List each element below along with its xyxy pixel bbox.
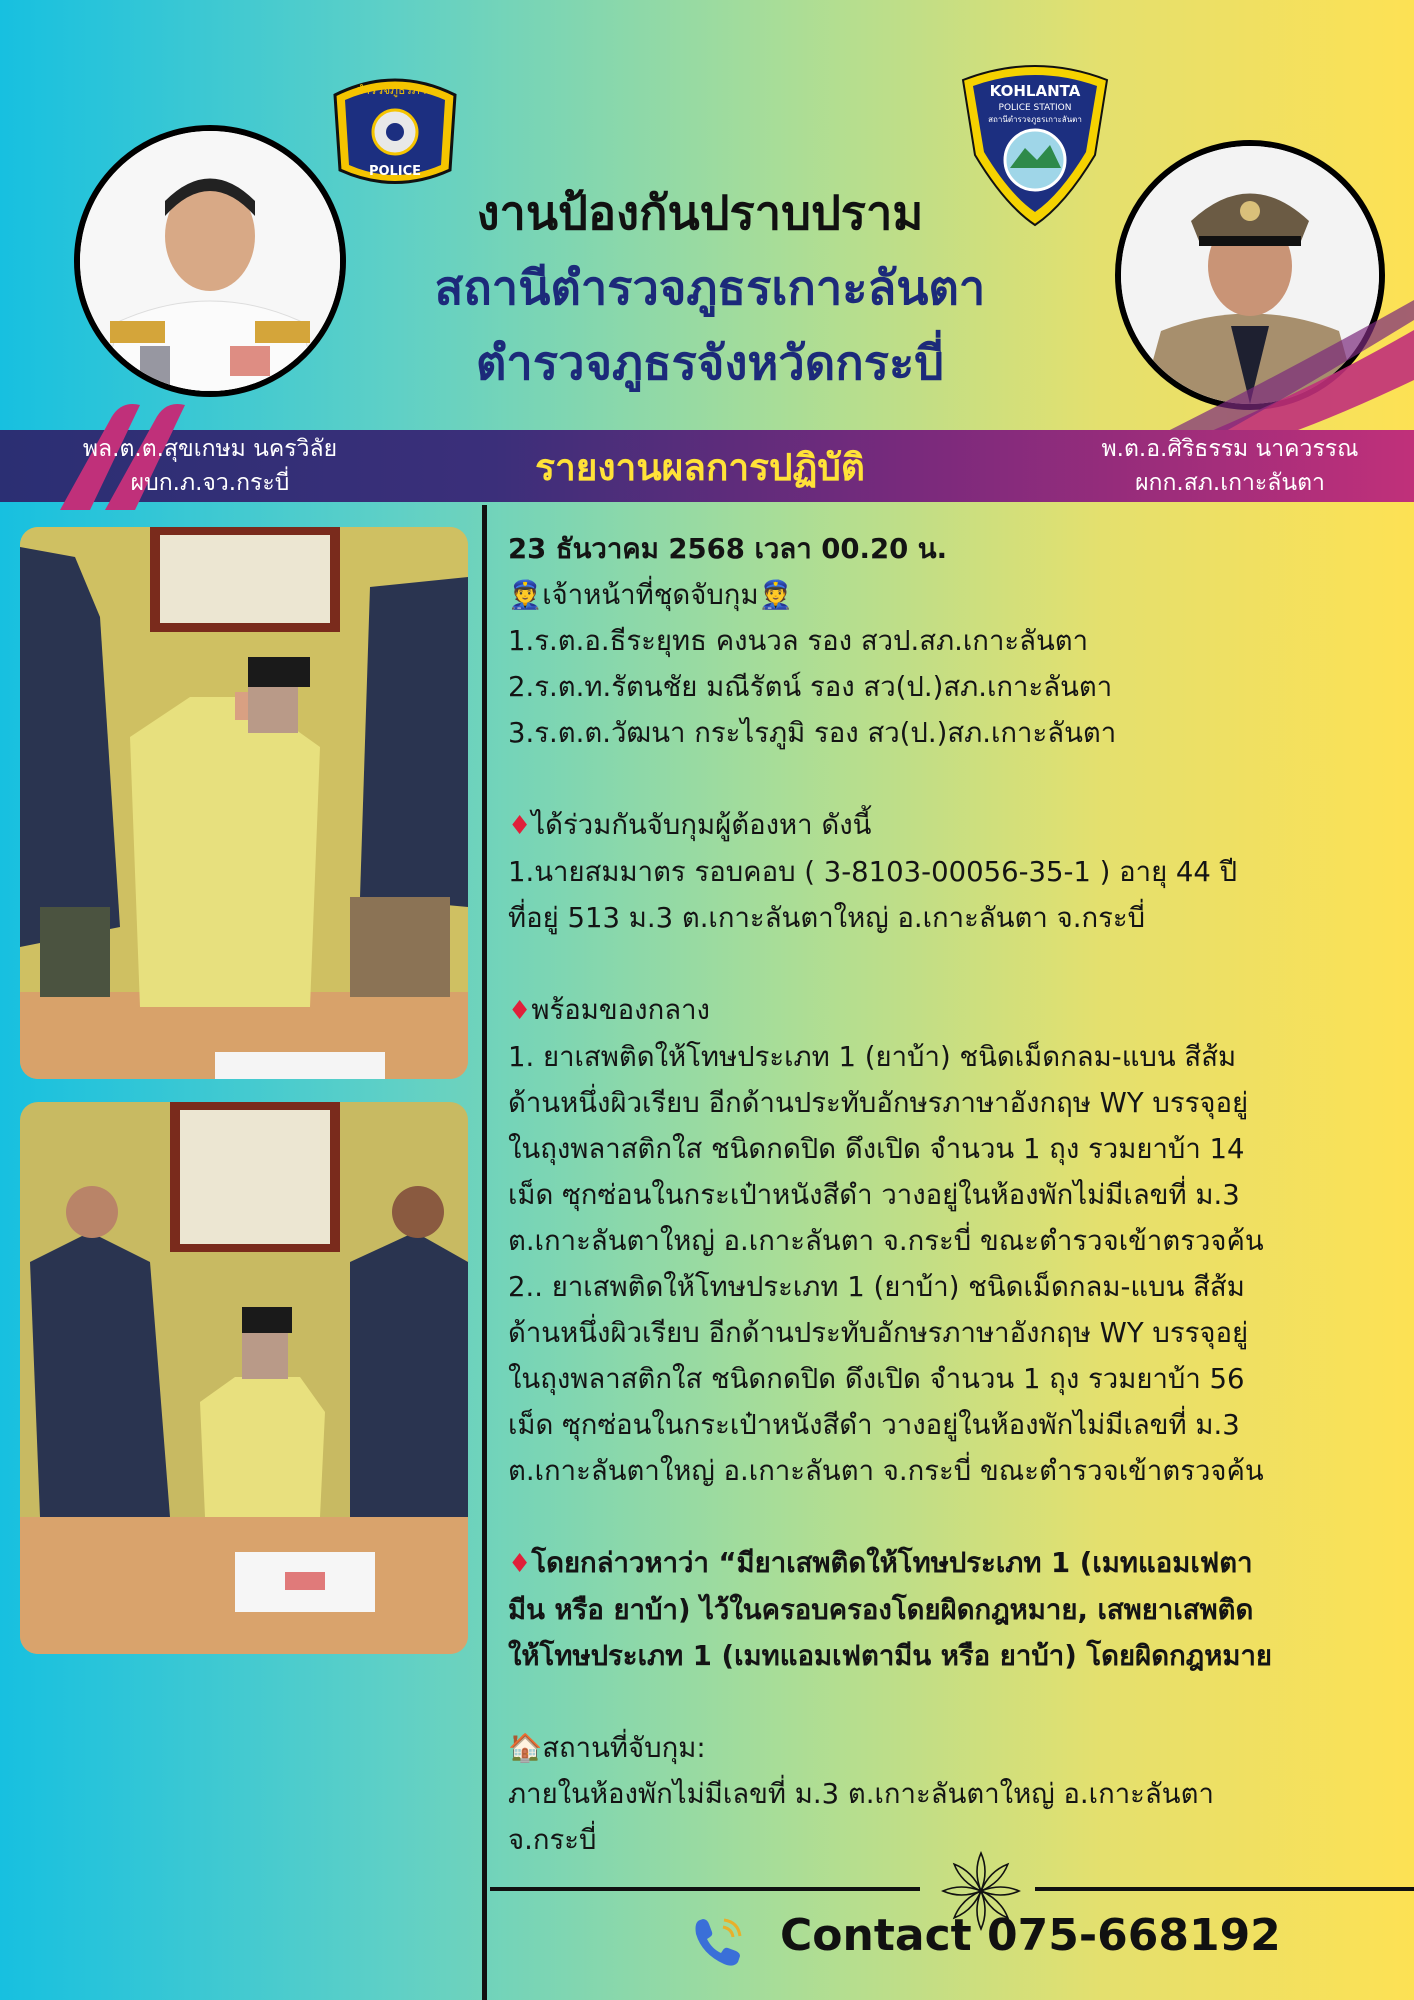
- police-officer-icon: 👮: [508, 579, 543, 611]
- house-icon: 🏠: [508, 1732, 543, 1764]
- location-line-1: ภายในห้องพักไม่มีเลขที่ ม.3 ต.เกาะลันตาใหญ่ อ.เกาะลันตา: [508, 1778, 1214, 1810]
- arrest-photo-2: [20, 1102, 468, 1654]
- report-content: [508, 526, 1398, 1863]
- evidence-1-line-4: เม็ด ซุกซ่อนในกระเป๋าหนังสีดำ วางอยู่ในห้องพักไม่มีเลขที่ ม.3: [508, 1179, 1240, 1211]
- evidence-2-line-2: ด้านหนึ่งผิวเรียบ อีกด้านประทับอักษรภาษาอังกฤษ WY บรรจุอยู่: [508, 1317, 1249, 1349]
- suspect-line-2: ที่อยู่ 513 ม.3 ต.เกาะลันตาใหญ่ อ.เกาะลันตา จ.กระบี่: [508, 902, 1146, 934]
- evidence-2-line-1: 2.. ยาเสพติดให้โทษประเภท 1 (ยาบ้า) ชนิดเม็ดกลม-แบน สีส้ม: [508, 1271, 1245, 1303]
- team-heading-row: [508, 572, 1398, 618]
- arrest-heading-row: [508, 802, 1398, 849]
- location-heading-row: [508, 1725, 1398, 1771]
- team-heading: เจ้าหน้าที่ชุดจับกุม: [542, 579, 759, 611]
- report-datetime: 23 ธันวาคม 2568 เวลา 00.20 น.: [508, 533, 948, 565]
- report-title: รายงานผลการปฏิบัติ: [535, 446, 865, 489]
- charge-line-3: ให้โทษประเภท 1 (เมทแอมเฟตามีน หรือ ยาบ้า) โดยผิดกฎหมาย: [508, 1640, 1272, 1672]
- decorative-swoosh-right: [1150, 300, 1414, 440]
- phone-icon: [690, 1912, 748, 1970]
- vertical-divider: [482, 505, 487, 2000]
- evidence-2-line-4: เม็ด ซุกซ่อนในกระเป๋าหนังสีดำ วางอยู่ในห้องพักไม่มีเลขที่ ม.3: [508, 1409, 1240, 1441]
- red-diamond-icon: ♦: [508, 996, 532, 1026]
- title-line-2: สถานีตำรวจภูธรเกาะลันตา: [434, 261, 986, 316]
- officer-1: 1.ร.ต.อ.ธีระยุทธ คงนวล รอง สวป.สภ.เกาะลันตา: [508, 625, 1089, 657]
- police-officer-icon: 👮: [758, 579, 793, 611]
- footer-divider-right: [1035, 1887, 1414, 1891]
- badge-left-bottom: POLICE: [368, 164, 422, 179]
- evidence-1-line-3: ในถุงพลาสติกใส ชนิดกดปิด ดึงเปิด จำนวน 1 ถุง รวมยาบ้า 14: [508, 1133, 1245, 1165]
- commander-right-name: พ.ต.อ.ศิริธรรม นาควรรณ: [1101, 436, 1359, 462]
- evidence-1-line-2: ด้านหนึ่งผิวเรียบ อีกด้านประทับอักษรภาษาอังกฤษ WY บรรจุอยู่: [508, 1087, 1249, 1119]
- arrest-photo-1: [20, 527, 468, 1079]
- charge-line-1: โดยกล่าวหาว่า “มียาเสพติดให้โทษประเภท 1 (เมทแอมเฟตา: [531, 1547, 1253, 1579]
- contact-phone[interactable]: Contact 075-668192: [780, 1910, 1281, 1961]
- suspect-line-1: 1.นายสมมาตร รอบคอบ ( 3-8103-00056-35-1 ) อายุ 44 ปี: [508, 856, 1238, 888]
- badge-right-thai: สถานีตำรวจภูธรเกาะลันตา: [988, 115, 1082, 124]
- badge-right-top: KOHLANTA: [989, 82, 1081, 100]
- title-line-1: งานป้องกันปราบปราม: [476, 186, 924, 241]
- commander-left-name: พล.ต.ต.สุขเกษม นครวิลัย: [82, 436, 338, 462]
- location-heading: สถานที่จับกุม:: [542, 1732, 706, 1764]
- location-line-2: จ.กระบี่: [508, 1824, 597, 1856]
- arrest-heading: ได้ร่วมกันจับกุมผู้ต้องหา ดังนี้: [531, 809, 872, 841]
- commander-left-title: ผบก.ภ.จว.กระบี่: [130, 470, 290, 496]
- charge-line-2: มีน หรือ ยาบ้า) ไว้ในครอบครองโดยผิดกฎหมาย, เสพยาเสพติด: [508, 1594, 1254, 1626]
- evidence-heading-row: [508, 987, 1398, 1034]
- evidence-1-line-5: ต.เกาะลันตาใหญ่ อ.เกาะลันตา จ.กระบี่ ขณะตำรวจเข้าตรวจค้น: [508, 1225, 1264, 1257]
- commander-left-caption: [40, 432, 380, 500]
- commander-portrait-left: [74, 125, 346, 397]
- officer-photo-left: [80, 131, 340, 391]
- officer-3: 3.ร.ต.ต.วัฒนา กระไรภูมิ รอง สว(ป.)สภ.เกาะลันตา: [508, 717, 1117, 749]
- red-diamond-icon: ♦: [508, 811, 532, 841]
- footer-divider-left: [490, 1887, 920, 1891]
- badge-left-text: ตำรวจภูธรภาค: [355, 83, 435, 97]
- red-diamond-icon: ♦: [508, 1549, 532, 1579]
- charge-line-1-row: [508, 1540, 1398, 1587]
- evidence-1-line-1: 1. ยาเสพติดให้โทษประเภท 1 (ยาบ้า) ชนิดเม็ดกลม-แบน สีส้ม: [508, 1041, 1237, 1073]
- commander-right-title: ผกก.สภ.เกาะลันตา: [1135, 470, 1325, 496]
- title-line-3: ตำรวจภูธรจังหวัดกระบี่: [475, 336, 945, 391]
- commander-right-caption: [1060, 432, 1400, 500]
- evidence-heading: พร้อมของกลาง: [531, 994, 710, 1026]
- evidence-2-line-5: ต.เกาะลันตาใหญ่ อ.เกาะลันตา จ.กระบี่ ขณะตำรวจเข้าตรวจค้น: [508, 1455, 1264, 1487]
- evidence-2-line-3: ในถุงพลาสติกใส ชนิดกดปิด ดึงเปิด จำนวน 1 ถุง รวมยาบ้า 56: [508, 1363, 1245, 1395]
- officer-2: 2.ร.ต.ท.รัตนชัย มณีรัตน์ รอง สว(ป.)สภ.เกาะลันตา: [508, 671, 1113, 703]
- badge-right-sub: POLICE STATION: [998, 103, 1072, 113]
